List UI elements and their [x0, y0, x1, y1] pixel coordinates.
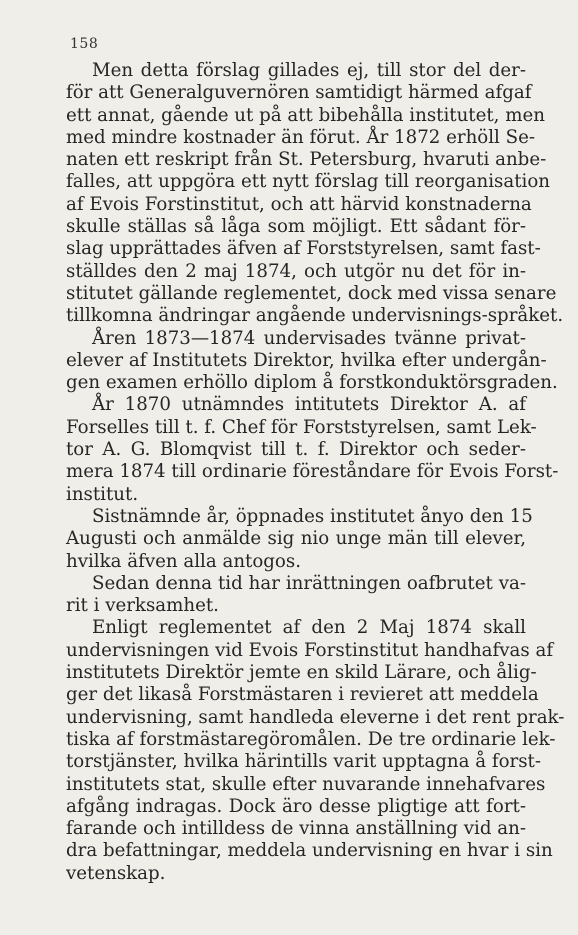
text-line: af Evois Forstinstitut, och att härvid konstnaderna: [66, 193, 532, 215]
text-line: undervisningen vid Evois Forstinstitut handhafvas af: [66, 639, 554, 661]
text-line: falles, att uppgöra ett nytt förslag till reorganisation: [66, 171, 550, 193]
text-line: för att Generalguvernören samtidigt härmed afgaf: [66, 82, 532, 104]
text-line: afgång indragas. Dock äro desse pligtige att fort-: [66, 795, 526, 817]
text-line: ställdes den 2 maj 1874, och utgör nu det för in-: [66, 260, 526, 282]
text-line: ger det likaså Forstmästaren i revieret att meddela: [66, 684, 539, 706]
text-line: Sistnämnde år, öppnades institutet ånyo den 15: [92, 505, 533, 527]
text-line: naten ett reskript från St. Petersburg, hvaruti anbe-: [66, 149, 547, 171]
text-line: gen examen erhöllo diplom å forstkonduktörsgraden.: [66, 372, 558, 394]
text-line: stitutet gällande reglementet, dock med vissa senare: [66, 282, 557, 304]
text-line: institutets stat, skulle efter nuvarande innehafvares: [66, 773, 546, 795]
text-line: Åren 1873—1874 undervisades tvänne privat-: [92, 327, 526, 349]
text-line: farande och intilldess de vinna anställning vid an-: [66, 818, 526, 840]
text-line: slag upprättades äfven af Forststyrelsen, samt fast-: [66, 238, 541, 260]
text-line: Forselles till t. f. Chef för Forststyrelsen, samt Lek-: [66, 416, 537, 438]
text-line: Augusti och anmälde sig nio unge män till elever,: [66, 528, 526, 550]
text-line: skulle ställas så låga som möjligt. Ett sådant för-: [66, 216, 526, 238]
text-line: med mindre kostnader än förut. År 1872 erhöll Se-: [66, 126, 536, 148]
body-text: [66, 60, 565, 885]
text-line: tiska af forstmästaregöromålen. De tre ordinarie lek-: [66, 728, 556, 750]
text-line: elever af Institutets Direktor, hvilka efter undergån-: [66, 349, 547, 371]
text-line: ett annat, gående ut på att bibehålla institutet, men: [66, 104, 545, 126]
text-line: dra befattningar, meddela undervisning en hvar i sin: [66, 840, 553, 862]
text-line: Enligt reglementet af den 2 Maj 1874 skall: [92, 617, 526, 639]
page-number: 158: [70, 36, 99, 52]
text-line: hvilka äfven alla antogos.: [66, 550, 301, 572]
text-line: undervisning, samt handleda eleverne i det rent prak-: [66, 706, 565, 728]
text-line: Men detta förslag gillades ej, till stor del der-: [92, 60, 526, 81]
text-line: mera 1874 till ordinarie föreståndare för Evois Forst-: [66, 461, 559, 483]
text-line: Sedan denna tid har inrättningen oafbrutet va-: [92, 572, 526, 594]
text-line: institut.: [66, 483, 139, 505]
text-line: tillkomna ändringar angående undervisnings-språket.: [66, 305, 564, 327]
text-line: År 1870 utnämndes intitutets Direktor A. af: [92, 394, 526, 416]
text-line: tor A. G. Blomqvist till t. f. Direktor och seder-: [66, 439, 526, 461]
text-line: rit i verksamhet.: [66, 595, 219, 617]
text-line: institutets Direktör jemte en skild Lärare, och ålig-: [66, 662, 537, 684]
text-line: vetenskap.: [66, 862, 166, 884]
text-line: torstjänster, hvilka härintills varit upptagna å forst-: [66, 751, 542, 773]
